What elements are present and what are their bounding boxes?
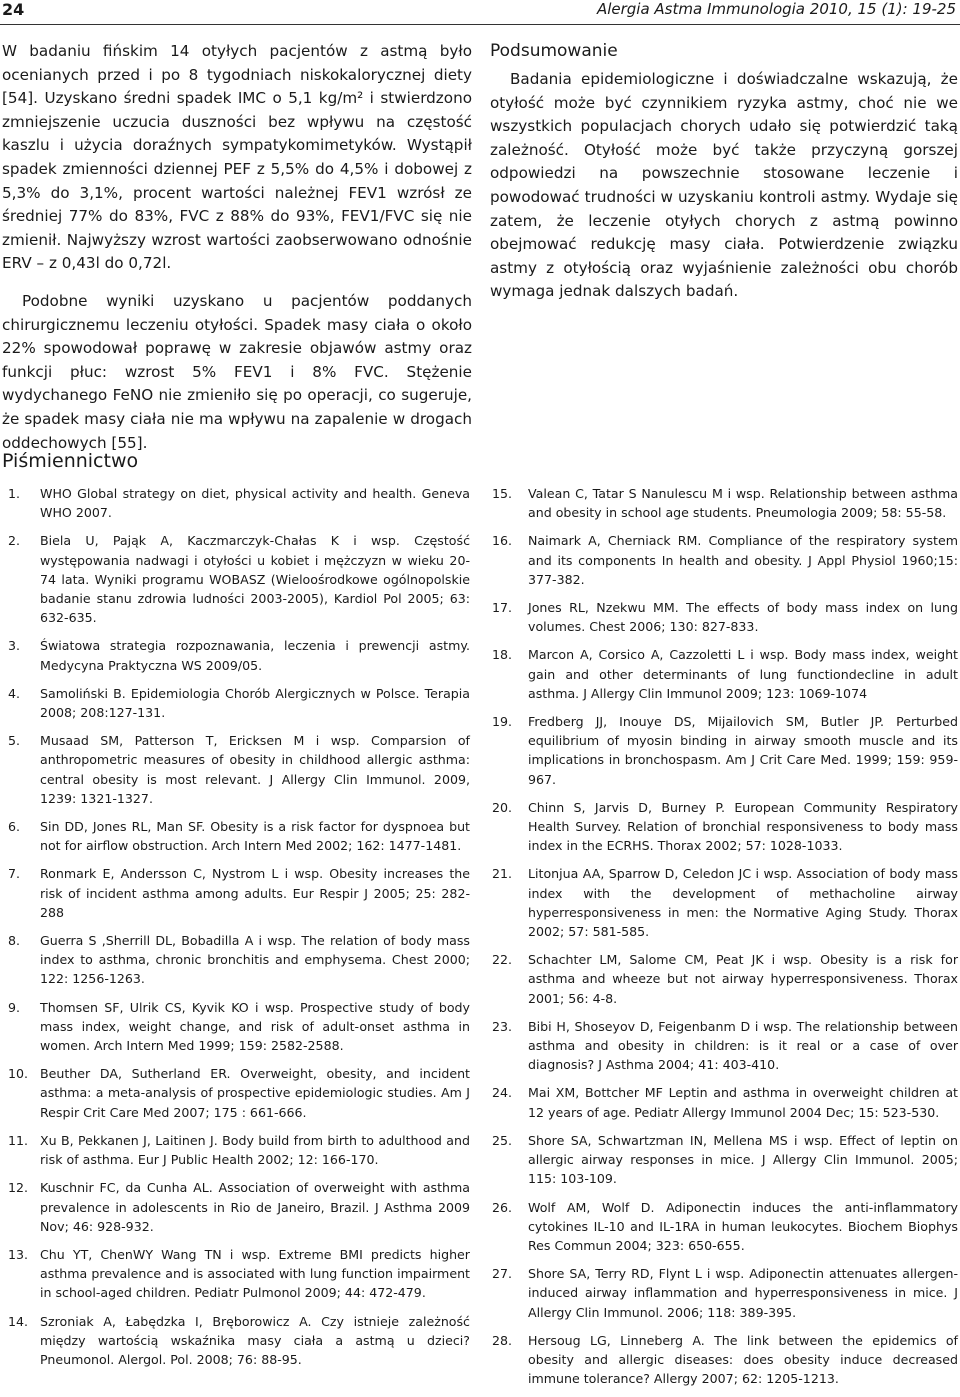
reference-text: Shore SA, Terry RD, Flynt L i wsp. Adiponectin attenuates allergen-induced airway inflammation and hyperresponsiveness in mice. J Allergy Clin Immunol. 2006; 118: 389-395. bbox=[528, 1266, 958, 1320]
reference-text: Światowa strategia rozpoznawania, leczenia i prewencji astmy. Medycyna Praktyczna WS 2009/05. bbox=[40, 638, 470, 673]
reference-text: Musaad SM, Patterson T, Ericksen M i wsp. Comparsion of anthropometric measures of obesity in childhood allergic asthma: central obesity is most relevant. J Allergy Clin Immunol. 2009, 1239: 1321-1327. bbox=[40, 733, 470, 806]
reference-text: Shore SA, Schwartzman IN, Mellena MS i wsp. Effect of leptin on allergic airway responses in mice. J Allergy Clin Immunol. 2005; 115: 103-109. bbox=[528, 1132, 958, 1187]
reference-item bbox=[490, 1131, 958, 1189]
reference-item bbox=[2, 1312, 470, 1370]
reference-number: 7. bbox=[8, 866, 21, 882]
reference-number: 2. bbox=[8, 533, 21, 549]
reference-item bbox=[490, 1331, 958, 1389]
reference-number: 4. bbox=[8, 685, 21, 701]
reference-number: 21. bbox=[492, 866, 513, 882]
reference-number: 3. bbox=[8, 638, 21, 654]
reference-number: 26. bbox=[492, 1199, 513, 1215]
reference-item bbox=[2, 998, 470, 1056]
reference-text: Mai XM, Bottcher MF Leptin and asthma in overweight children at 12 years of age. Pediatr Allergy Immunol 2004 Dec; 15: 523-530. bbox=[528, 1085, 958, 1120]
summary-paragraph: Badania epidemiologiczne i doświadczalne wskazują, że otyłość może być czynnikiem ryzyka astmy, choć nie we wszystkich populacjach chorych udało się potwierdzić taką zależność. Otyłość może być także przyczyną gorszej odpowiedzi na powszechnie stosowane leczenie i powodować trudności w uzyskaniu kontroli astmy. Wydaje się zatem, że leczenie otyłych chorych z astmą powinno obejmować redukcję masy ciała. Potwierdzenie związku astmy z otyłością oraz wyjaśnienie zależności obu chorób wymaga jednak dalszych badań. bbox=[490, 70, 958, 301]
reference-item bbox=[490, 1198, 958, 1256]
reference-text: Chu YT, ChenWY Wang TN i wsp. Extreme BMI predicts higher asthma prevalence and is associated with lung function impairment in school-aged children. Pediatr Pulmonol 2009; 44: 472-479. bbox=[40, 1246, 470, 1301]
reference-text: Biela U, Pająk A, Kaczmarczyk-Chałas K i wsp. Częstość występowania nadwagi i otyłości u kobiet i mężczyzn w wieku 20-74 lata. Wyniki programu WOBASZ (Wieloośrodkowe ogólnopolskie badanie stanu zdrowia ludności 2003-2005), Kardiol Pol 2005; 63: 632-635. bbox=[40, 533, 470, 626]
reference-number: 1. bbox=[8, 486, 21, 501]
reference-item bbox=[2, 817, 470, 855]
reference-text: Marcon A, Corsico A, Cazzoletti L i wsp. Body mass index, weight gain and other determinants of lung functiondecline in adult asthma. J Allergy Clin Immunol 2009; 123: 1069-1074 bbox=[528, 647, 958, 701]
reference-number: 15. bbox=[492, 486, 513, 501]
references-list-left bbox=[2, 484, 470, 1378]
reference-text: Litonjua AA, Sparrow D, Celedon JC i wsp. Association of body mass index with the development of methacholine airway hyperresponsiveness in men: the Normative Aging Study. Thorax 2002; 57: 581-585. bbox=[528, 866, 958, 940]
reference-item bbox=[490, 798, 958, 856]
reference-number: 6. bbox=[8, 819, 21, 835]
reference-number: 18. bbox=[492, 647, 513, 663]
reference-text: Chinn S, Jarvis D, Burney P. European Community Respiratory Health Survey. Relation of bronchial responsiveness to body mass index in the ECRHS. Thorax 2002; 57: 1028-1033. bbox=[528, 799, 958, 854]
reference-number: 11. bbox=[8, 1132, 29, 1148]
reference-item bbox=[2, 731, 470, 808]
reference-text: Hersoug LG, Linneberg A. The link between the epidemics of obesity and allergic diseases: does obesity induce decreased immune tolerance? Allergy 2007; 62: 1205-1213. bbox=[528, 1332, 958, 1387]
page-header bbox=[0, 0, 960, 22]
reference-item bbox=[2, 684, 470, 722]
body-paragraph: Podobne wyniki uzyskano u pacjentów poddanych chirurgicznemu leczeniu otyłości. Spadek masy ciała o około 22% spowodował poprawę w zakresie objawów astmy oraz funkcji płuc: wzrost 5% FEV1 i 8% FVC. Stężenie wydychanego FeNO nie zmieniło się po operacji, co sugeruje, że spadek masy ciała nie ma wpływu na zapalenie w drogach oddechowych [55]. bbox=[2, 291, 472, 452]
reference-item bbox=[2, 636, 470, 674]
reference-number: 19. bbox=[492, 714, 513, 730]
body-column-right bbox=[490, 40, 958, 318]
reference-text: Sin DD, Jones RL, Man SF. Obesity is a risk factor for dyspnoea but not for airflow obstruction. Arch Intern Med 2002; 162: 1477-1481. bbox=[40, 819, 470, 854]
reference-number: 17. bbox=[492, 600, 513, 616]
reference-item bbox=[2, 1131, 470, 1169]
header-divider bbox=[0, 24, 960, 25]
body-column-left bbox=[2, 40, 472, 469]
reference-text: WHO Global strategy on diet, physical activity and health. Geneva WHO 2007. bbox=[40, 486, 470, 521]
reference-item bbox=[490, 598, 958, 636]
reference-text: Valean C, Tatar S Nanulescu M i wsp. Relationship between asthma and obesity in school age students. Pneumologia 2009; 58: 55-58. bbox=[528, 486, 958, 521]
reference-number: 8. bbox=[8, 933, 21, 949]
reference-number: 27. bbox=[492, 1266, 513, 1282]
reference-number: 5. bbox=[8, 733, 21, 749]
reference-text: Schachter LM, Salome CM, Peat JK i wsp. Obesity is a risk for asthma and wheeze but not airway hyperresponsiveness. Thorax 2001; 56: 4-8. bbox=[528, 952, 958, 1006]
reference-item bbox=[490, 645, 958, 703]
reference-text: Beuther DA, Sutherland ER. Overweight, obesity, and incident asthma: a meta-analysis of prospective epidemiologic studies. Am J Respir Crit Care Med 2007; 175 : 661-666. bbox=[40, 1066, 470, 1120]
references-list-right bbox=[490, 484, 958, 1397]
reference-text: Bibi H, Shoseyov D, Feigenbanm D i wsp. The relationship between asthma and obesity in children: is it real or a case of over diagnosis? J Asthma 2004; 41: 403-410. bbox=[528, 1018, 958, 1073]
reference-text: Xu B, Pekkanen J, Laitinen J. Body build from birth to adulthood and risk of asthma. Eur J Public Health 2002; 12: 166-170. bbox=[40, 1132, 470, 1168]
reference-text: Thomsen SF, Ulrik CS, Kyvik KO i wsp. Prospective study of body mass index, weight change, and risk of adult-onset asthma in women. Arch Intern Med 1999; 159: 2582-2588. bbox=[40, 999, 470, 1054]
reference-item bbox=[490, 484, 958, 522]
reference-text: Naimark A, Cherniack RM. Compliance of the respiratory system and its components In health and obesity. J Appl Physiol 1960;15: 377-382. bbox=[528, 533, 958, 587]
reference-number: 25. bbox=[492, 1132, 513, 1148]
reference-number: 10. bbox=[8, 1066, 29, 1082]
reference-item bbox=[490, 1083, 958, 1121]
reference-item bbox=[2, 864, 470, 922]
reference-text: Szroniak A, Łabędzka I, Bręborowicz A. Czy istnieje zależność między wartością wskaźnika masy ciała a astmą u dzieci? Pneumonol. Alergol. Pol. 2008; 76: 88-95. bbox=[40, 1313, 470, 1367]
journal-citation: Alergia Astma Immunologia 2010, 15 (1): 19-25 bbox=[596, 0, 956, 18]
reference-number: 22. bbox=[492, 952, 513, 968]
reference-item bbox=[490, 1264, 958, 1322]
reference-item bbox=[2, 1178, 470, 1236]
page-number: 24 bbox=[2, 0, 25, 19]
reference-number: 14. bbox=[8, 1313, 29, 1329]
reference-item bbox=[490, 864, 958, 941]
summary-heading: Podsumowanie bbox=[490, 41, 618, 61]
reference-text: Ronmark E, Andersson C, Nystrom L i wsp. Obesity increases the risk of incident asthma among adults. Eur Respir J 2005; 25: 282-288 bbox=[40, 866, 470, 920]
reference-text: Samoliński B. Epidemiologia Chorób Alergicznych w Polsce. Terapia 2008; 208:127-131. bbox=[40, 685, 470, 721]
reference-item bbox=[2, 531, 470, 627]
reference-item bbox=[490, 950, 958, 1008]
reference-number: 13. bbox=[8, 1246, 29, 1262]
reference-text: Fredberg JJ, Inouye DS, Mijailovich SM, Butler JP. Perturbed equilibrium of myosin binding in airway smooth muscle and its implications in bronchospasm. Am J Crit Care Med. 1999; 159: 959-967. bbox=[528, 714, 958, 787]
reference-item bbox=[490, 712, 958, 789]
reference-item bbox=[490, 531, 958, 589]
reference-number: 16. bbox=[492, 533, 513, 549]
references-heading: Piśmiennictwo bbox=[2, 450, 139, 472]
reference-text: Jones RL, Nzekwu MM. The effects of body mass index on lung volumes. Chest 2006; 130: 827-833. bbox=[528, 600, 958, 635]
reference-text: Kuschnir FC, da Cunha AL. Association of overweight with asthma prevalence in adolescents in Rio de Janeiro, Brazil. J Asthma 2009 Nov; 46: 928-932. bbox=[40, 1180, 470, 1234]
reference-number: 24. bbox=[492, 1085, 513, 1101]
reference-number: 20. bbox=[492, 799, 513, 815]
reference-item bbox=[2, 931, 470, 989]
reference-item bbox=[2, 1245, 470, 1303]
reference-text: Wolf AM, Wolf D. Adiponectin induces the anti-inflammatory cytokines IL-10 and IL-1RA in human leukocytes. Biochem Biophys Res Commun 2004; 323: 650-655. bbox=[528, 1199, 958, 1253]
reference-number: 28. bbox=[492, 1332, 513, 1348]
reference-item bbox=[490, 1017, 958, 1075]
reference-number: 9. bbox=[8, 999, 21, 1015]
reference-text: Guerra S ,Sherrill DL, Bobadilla A i wsp. The relation of body mass index to asthma, chronic bronchitis and emphysema. Chest 2000; 122: 1256-1263. bbox=[40, 933, 470, 987]
body-paragraph: W badaniu fińskim 14 otyłych pacjentów z astmą było ocenianych przed i po 8 tygodniach niskokalorycznej diety [54]. Uzyskano średni spadek IMC o 5,1 kg/m² i stwierdzono zmniejszenie uczucia duszności bez wpływu na częstość kaszlu i użycia doraźnych sympatykomimetyków. Wystąpił spadek zmienności dziennej PEF z 5,5% do 4,5% i dobowej z 5,3% do 3,1%, procent wartości należnej FEV1 wzrósł ze średniej 77% do 83%, FVC z 88% do 93%, FEV1/FVC się nie zmienił. Najwyższy wzrost wartości zaobserwowano odnośnie ERV – z 0,43l do 0,72l. bbox=[2, 42, 472, 273]
reference-number: 23. bbox=[492, 1018, 513, 1034]
reference-item bbox=[2, 484, 470, 522]
reference-number: 12. bbox=[8, 1180, 29, 1196]
reference-item bbox=[2, 1064, 470, 1122]
